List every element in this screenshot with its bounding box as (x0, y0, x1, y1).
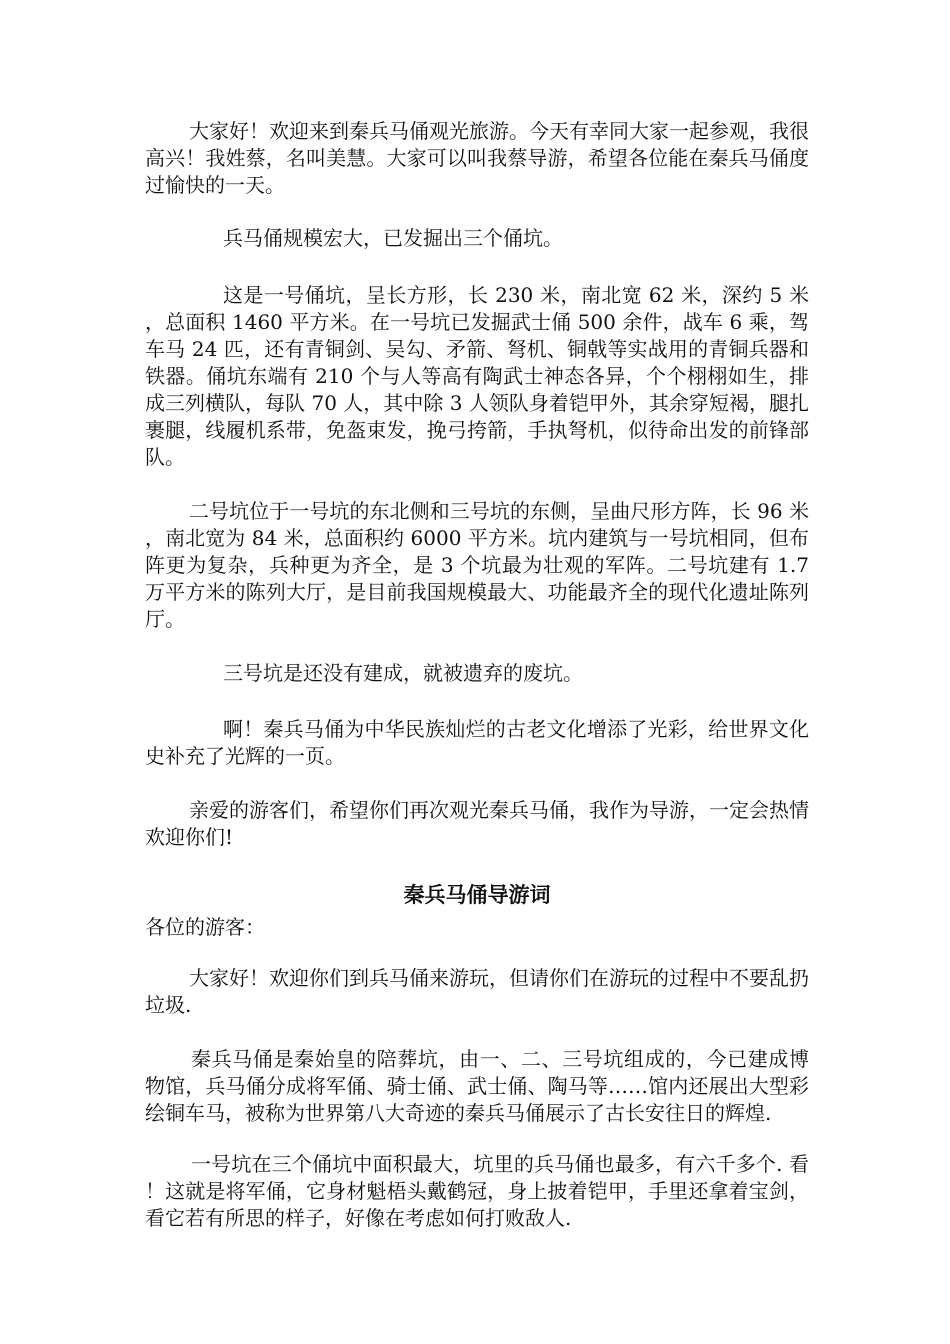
general-figure-paragraph: 一号坑在三个俑坑中面积最大，坑里的兵马俑也最多，有六千多个. 看！这就是将军俑，它身材魁梧头戴鹤冠，身上披着铠甲，手里还拿着宝剑，看它若有所思的样子，好像在考虑如何打败敌人. (145, 1152, 809, 1230)
praise-paragraph: 啊！秦兵马俑为中华民族灿烂的古老文化增添了光彩，给世界文化史补充了光辉的一页。 (145, 717, 809, 768)
pit-two-paragraph: 二号坑位于一号坑的东北侧和三号坑的东侧，呈曲尺形方阵，长 96 米，南北宽为 84 米，总面积约 6000 平方米。坑内建筑与一号坑相同，但布阵更为复杂，兵种更为齐全，是 3 个坑最为壮观的军阵。二号坑建有 1.7 万平方米的陈列大厅，是目前我国规模最大、功能最齐全的现代化遗址陈列厅。 (145, 499, 809, 631)
section-title: 秦兵马俑导游词 (403, 883, 551, 907)
salutation: 各位的游客： (145, 915, 265, 939)
pit-three-paragraph: 三号坑是还没有建成，就被遗弃的废坑。 (223, 661, 583, 685)
farewell-paragraph: 亲爱的游客们，希望你们再次观光秦兵马俑，我作为导游，一定会热情欢迎你们! (145, 798, 809, 849)
museum-paragraph: 秦兵马俑是秦始皇的陪葬坑，由一、二、三号坑组成的，今已建成博物馆，兵马俑分成将军俑、骑士俑、武士俑、陶马等……馆内还展出大型彩绘铜车马，被称为世界第八大奇迹的秦兵马俑展示了古长安往日的辉煌. (145, 1047, 809, 1125)
welcome-paragraph: 大家好！欢迎你们到兵马俑来游玩，但请你们在游玩的过程中不要乱扔垃圾. (145, 966, 809, 1017)
intro-paragraph: 大家好！欢迎来到秦兵马俑观光旅游。今天有幸同大家一起参观，我很高兴！我姓蔡，名叫美慧。大家可以叫我蔡导游，希望各位能在秦兵马俑度过愉快的一天。 (145, 119, 809, 197)
document-body (145, 118, 809, 1256)
pits-overview-paragraph: 兵马俑规模宏大，已发掘出三个俑坑。 (223, 226, 563, 250)
pit-one-paragraph: 这是一号俑坑，呈长方形，长 230 米，南北宽 62 米，深约 5 米，总面积 1460 平方米。在一号坑已发掘武士俑 500 余件，战车 6 乘，驾车马 24 匹，还有青铜剑、吴勾、矛箭、弩机、铜戟等实战用的青铜兵器和铁器。俑坑东端有 210 个与人等高有陶武士神态各异，个个栩栩如生，排成三列横队，每队 70 人，其中除 3 人领队身着铠甲外，其余穿短褐，腿扎裹腿，线履机系带，免盔束发，挽弓挎箭，手执弩机，似待命出发的前锋部队。 (145, 283, 809, 469)
